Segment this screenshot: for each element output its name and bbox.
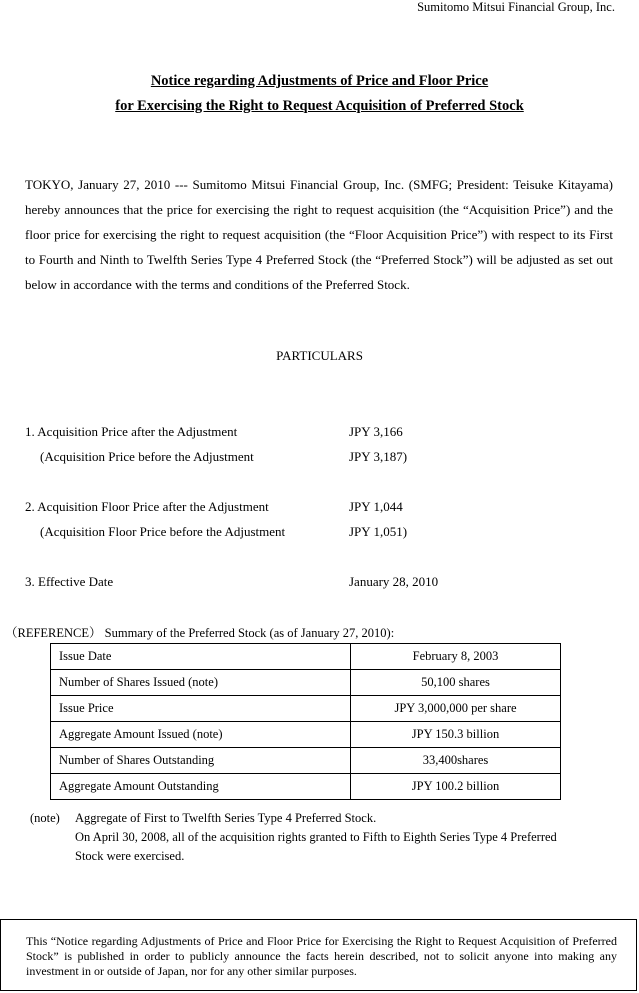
table-row [51, 748, 561, 774]
table-cell-label: Number of Shares Outstanding [51, 748, 351, 774]
table-row [51, 644, 561, 670]
reference-summary-table [50, 643, 561, 800]
note-line-1: Aggregate of First to Twelfth Series Type 4 Preferred Stock. [75, 811, 377, 825]
item-3-label: 3. Effective Date [25, 574, 114, 589]
table-cell-label: Aggregate Amount Outstanding [51, 774, 351, 800]
item-1-label: 1. Acquisition Price after the Adjustment [25, 424, 238, 439]
table-cell-value: JPY 150.3 billion [351, 722, 561, 748]
table-cell-value: JPY 3,000,000 per share [351, 696, 561, 722]
note-line-2: On April 30, 2008, all of the acquisition rights granted to Fifth to Eighth Series Type 4 Preferred [75, 830, 557, 844]
table-cell-value: February 8, 2003 [351, 644, 561, 670]
item-2-previous-value: JPY 1,051) [349, 524, 408, 539]
note-line-3: Stock were exercised. [75, 849, 185, 863]
document-title-line-2: for Exercising the Right to Request Acquisition of Preferred Stock [115, 98, 524, 114]
table-cell-label: Aggregate Amount Issued (note) [51, 722, 351, 748]
table-cell-label: Issue Date [51, 644, 351, 670]
particulars-heading: PARTICULARS [276, 348, 363, 363]
table-cell-label: Number of Shares Issued (note) [51, 670, 351, 696]
reference-heading: （REFERENCE） Summary of the Preferred Stock (as of January 27, 2010): [5, 626, 395, 640]
item-1-previous-label: (Acquisition Price before the Adjustment [40, 449, 254, 464]
item-1-previous-value: JPY 3,187) [349, 449, 408, 464]
disclaimer-box [0, 919, 637, 991]
note-label: (note) [30, 811, 60, 825]
item-2-label: 2. Acquisition Floor Price after the Adjustment [25, 499, 269, 514]
table-cell-value: 33,400shares [351, 748, 561, 774]
disclaimer-text: This “Notice regarding Adjustments of Price and Floor Price for Exercising the Right to Request Acquisition of Preferred Stock” is published in order to publicly announce the facts herein described, not to solicit anyone into making any investment in or outside of Japan, nor for any other similar purposes. [26, 934, 617, 978]
table-cell-value: 50,100 shares [351, 670, 561, 696]
item-2-previous-label: (Acquisition Floor Price before the Adjustment [40, 524, 286, 539]
table-row [51, 670, 561, 696]
table-row [51, 774, 561, 800]
table-row [51, 722, 561, 748]
item-1-value: JPY 3,166 [349, 424, 403, 439]
company-name: Sumitomo Mitsui Financial Group, Inc. [417, 0, 615, 14]
announcement-paragraph: TOKYO, January 27, 2010 --- Sumitomo Mitsui Financial Group, Inc. (SMFG; President: Teisuke Kitayama) hereby announces that the price for exercising the right to request acquisition (the “Acquisition Price”) and the floor price for exercising the right to request acquisition (the “Floor Acquisition Price”) with respect to its First to Fourth and Ninth to Twelfth Series Type 4 Preferred Stock (the “Preferred Stock”) will be adjusted as set out below in accordance with the terms and conditions of the Preferred Stock. [25, 177, 613, 292]
item-3-value: January 28, 2010 [349, 574, 439, 589]
document-title-line-1: Notice regarding Adjustments of Price and Floor Price [150, 73, 489, 89]
item-2-value: JPY 1,044 [349, 499, 403, 514]
table-row [51, 696, 561, 722]
table-cell-label: Issue Price [51, 696, 351, 722]
table-cell-value: JPY 100.2 billion [351, 774, 561, 800]
